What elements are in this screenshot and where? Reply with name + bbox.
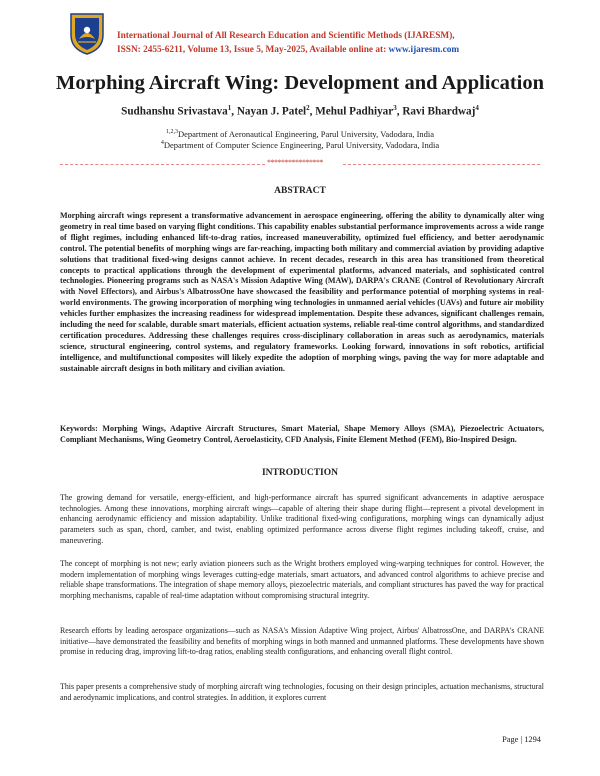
- author-sup: 4: [475, 104, 479, 112]
- page-number: Page | 1294: [502, 735, 541, 744]
- abstract-heading: ABSTRACT: [274, 186, 326, 196]
- journal-issn-line: [117, 45, 459, 55]
- divider-stars: ****************: [267, 158, 323, 167]
- journal-logo: [68, 11, 106, 55]
- affiliation: [0, 129, 600, 139]
- journal-name: International Journal of All Research Education and Scientific Methods (IJARESM),: [117, 31, 455, 41]
- paper-title: Morphing Aircraft Wing: Development and Application: [55, 72, 545, 94]
- keywords-label: Keywords:: [60, 424, 98, 433]
- author-sup: 2: [306, 104, 310, 112]
- keywords: [60, 424, 544, 446]
- author-name: Nayan J. Patel: [236, 105, 307, 118]
- affiliation: [0, 140, 600, 150]
- divider-dash-left: [60, 164, 265, 165]
- keywords-text: Morphing Wings, Adaptive Aircraft Structures, Smart Material, Shape Memory Alloys (SMA), Piezoelectric Actuators, Compliant Mechanisms, Wing Geometry Control, Aeroelasticity, CFD Analysis, Finite Element Method (FEM), Bio-Inspired Design.: [60, 424, 544, 444]
- section-divider: [60, 160, 540, 168]
- affiliation-sup: 4: [160, 140, 164, 147]
- intro-paragraph: Research efforts by leading aerospace organizations—such as NASA's Mission Adaptive Wing project, Airbus' AlbatrossOne, and DARPA's CRANE initiative—have demonstrated the feasibility and benefits of morphing wings in both manned and unmanned platforms. These developments have shown promise in reducing drag, improving lift-to-drag ratios, enabling stealth configurations, and enhancing overall flight control.: [60, 626, 544, 657]
- issn-text: ISSN: 2455-6211, Volume 13, Issue 5, May-2025, Available online at:: [117, 45, 389, 55]
- intro-paragraph: The growing demand for versatile, energy-efficient, and high-performance aircraft has spurred significant advancements in adaptive aerospace technologies. Among these innovations, morphing aircraft wings—capable of altering their shape during flight—represent a pivotal development in enhancing aerodynamic efficiency and mission adaptability. Unlike traditional fixed-wing configurations, morphing wings can dynamically adjust parameters such as span, chord, camber, and twist, enabling optimized performance across diverse flight regimes including takeoff, cruise, and maneuvering.: [60, 493, 544, 545]
- journal-header: [60, 10, 550, 56]
- affiliation-sup: 1,2,3: [165, 129, 178, 136]
- introduction-heading: INTRODUCTION: [261, 468, 338, 478]
- author-name: Ravi Bhardwaj: [402, 105, 476, 118]
- author-list: Sudhanshu Srivastava$^1$, Nayan J. Patel$^2$, Mehul Padhiyar$^3$, Ravi Bhardwaj$^4$: [121, 104, 479, 118]
- author-sup: 1: [227, 104, 232, 112]
- affiliation-text: Department of Aeronautical Engineering, Parul University, Vadodara, India: [177, 129, 435, 139]
- intro-paragraph: This paper presents a comprehensive study of morphing aircraft wing technologies, focusing on their design principles, actuation mechanisms, structural and aerodynamic implications, and control strategies. In addition, it explores current: [60, 682, 544, 702]
- author-name: Mehul Padhiyar: [315, 105, 394, 118]
- intro-paragraph: The concept of morphing is not new; early aviation pioneers such as the Wright brothers employed wing-warping techniques for control. However, the modern implementation of morphing wings leverages cutting-edge materials, smart actuators, and advanced control algorithms to achieve precise and reliable shape transformations. The integration of shape memory alloys, piezoelectric materials, and compliant structures has paved the way for practical morphing mechanisms, capable of real-time adaptation without compromising structural integrity.: [60, 559, 544, 601]
- author-name: Sudhanshu Srivastava: [121, 105, 228, 118]
- author-sup: 3: [393, 104, 397, 112]
- journal-url-link[interactable]: www.ijaresm.com: [388, 45, 460, 55]
- divider-dash-right: [343, 164, 540, 165]
- affiliation-text: Department of Computer Science Engineering, Parul University, Vadodara, India: [163, 140, 440, 150]
- abstract-text: Morphing aircraft wings represent a transformative advancement in aerospace engineering, offering the ability to dynamically alter wing geometry in real time based on varying flight conditions. This capability enables substantial performance improvements across a wide range of flight regimes, including enhanced lift-to-drag ratios, increased maneuverability, optimized fuel efficiency, and better aerodynamic control. The potential benefits of morphing wings are far-reaching, impacting both military and commercial aviation by providing adaptive solutions that traditional fixed-wing designs cannot achieve. In recent decades, research in this area has transitioned from theoretical concepts to practical applications through the development of experimental platforms, advanced materials, and sophisticated control technologies. Pioneering programs such as NASA's Mission Adaptive Wing (MAW), DARPA's CRANE (Control of Revolutionary Aircraft with Novel Effectors), and Airbus's AlbatrossOne have showcased the feasibility and performance potential of morphing systems in real-world environments. The growing incorporation of morphing wing technologies in unmanned aerial vehicles (UAVs) and future air mobility vehicles further emphasizes the increasing readiness for widespread implementation. Despite these advances, significant challenges remain, including the need for scalable, durable smart materials, efficient actuation systems, reliable real-time control algorithms, and standardized certification procedures. Addressing these challenges requires cross-disciplinary collaboration in areas such as aerodynamics, materials science, structural engineering, control systems, and regulatory frameworks. Looking forward, innovations in soft robotics, artificial intelligence, and multifunctional composites will likely expedite the adoption of morphing wings, paving the way for more adaptable and sustainable aircraft designs in both military and civilian aviation.: [60, 211, 544, 373]
